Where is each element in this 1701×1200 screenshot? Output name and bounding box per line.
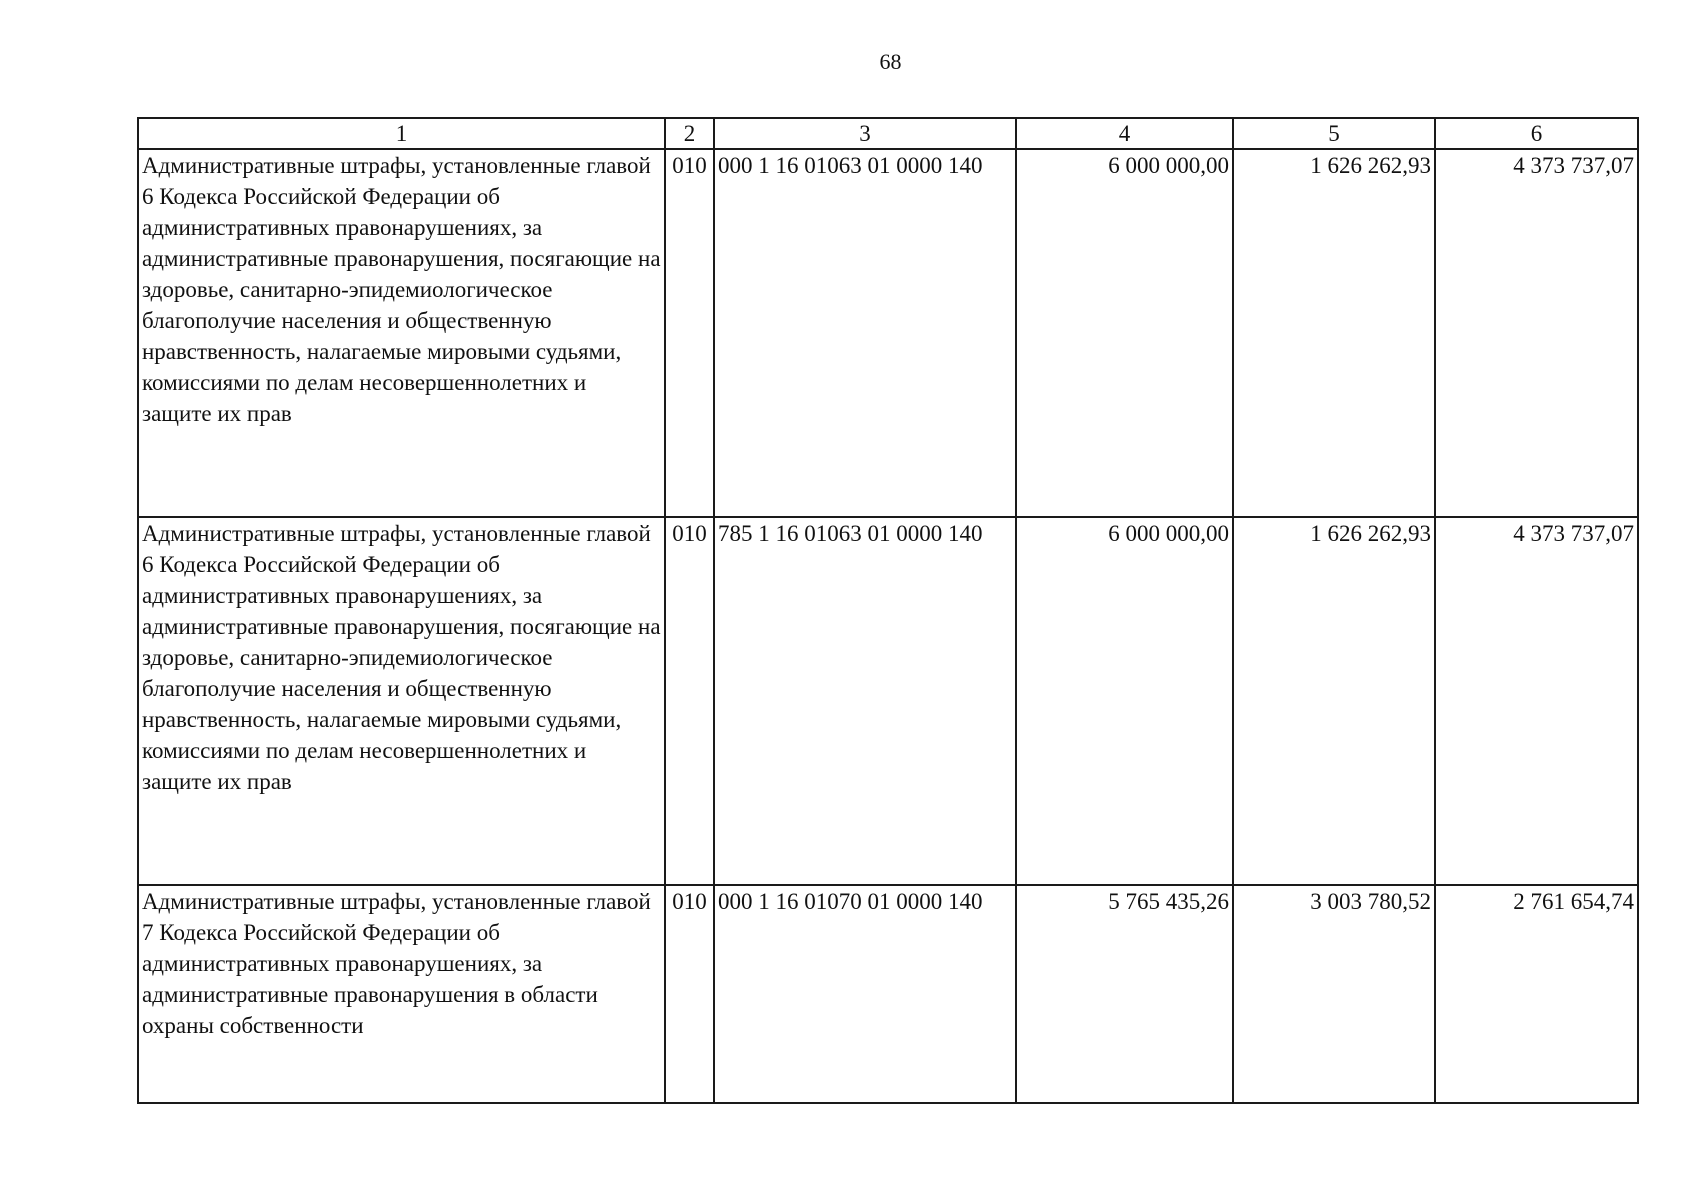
row-kbk-code: 000 1 16 01070 01 0000 140: [714, 885, 1016, 1103]
row-admin-code: 010: [665, 517, 714, 885]
row-col4-value: 6 000 000,00: [1016, 517, 1233, 885]
table-row: [138, 885, 1638, 1103]
row-col4-value: 6 000 000,00: [1016, 149, 1233, 517]
row-admin-code: 010: [665, 149, 714, 517]
table-header: [138, 118, 1638, 149]
header-row: [138, 118, 1638, 149]
row-admin-code: 010: [665, 885, 714, 1103]
row-name: Административные штрафы, установленные главой 6 Кодекса Российской Федерации об административных правонарушениях, за административные правонарушения, посягающие на здоровье, санитарно-эпидемиологическое благополучие населения и общественную нравственность, налагаемые мировыми судьями, комиссиями по делам несовершеннолетних и защите их прав: [138, 149, 665, 517]
row-name: Административные штрафы, установленные главой 6 Кодекса Российской Федерации об административных правонарушениях, за административные правонарушения, посягающие на здоровье, санитарно-эпидемиологическое благополучие населения и общественную нравственность, налагаемые мировыми судьями, комиссиями по делам несовершеннолетних и защите их прав: [138, 517, 665, 885]
row-kbk-code: 000 1 16 01063 01 0000 140: [714, 149, 1016, 517]
row-name: Административные штрафы, установленные главой 7 Кодекса Российской Федерации об административных правонарушениях, за административные правонарушения в области охраны собственности: [138, 885, 665, 1103]
header-col-1: 1: [138, 118, 665, 149]
row-col4-value: 5 765 435,26: [1016, 885, 1233, 1103]
header-col-3: 3: [714, 118, 1016, 149]
row-col5-value: 3 003 780,52: [1233, 885, 1435, 1103]
page-number: 68: [879, 49, 902, 74]
header-col-5: 5: [1233, 118, 1435, 149]
header-col-4: 4: [1016, 118, 1233, 149]
header-col-6: 6: [1435, 118, 1638, 149]
row-col6-value: 2 761 654,74: [1435, 885, 1638, 1103]
row-col6-value: 4 373 737,07: [1435, 149, 1638, 517]
table-row: [138, 517, 1638, 885]
table-row: [138, 149, 1638, 517]
row-kbk-code: 785 1 16 01063 01 0000 140: [714, 517, 1016, 885]
row-col5-value: 1 626 262,93: [1233, 517, 1435, 885]
table-body: [138, 149, 1638, 1103]
row-col5-value: 1 626 262,93: [1233, 149, 1435, 517]
budget-table: [137, 117, 1639, 1104]
row-col6-value: 4 373 737,07: [1435, 517, 1638, 885]
header-col-2: 2: [665, 118, 714, 149]
